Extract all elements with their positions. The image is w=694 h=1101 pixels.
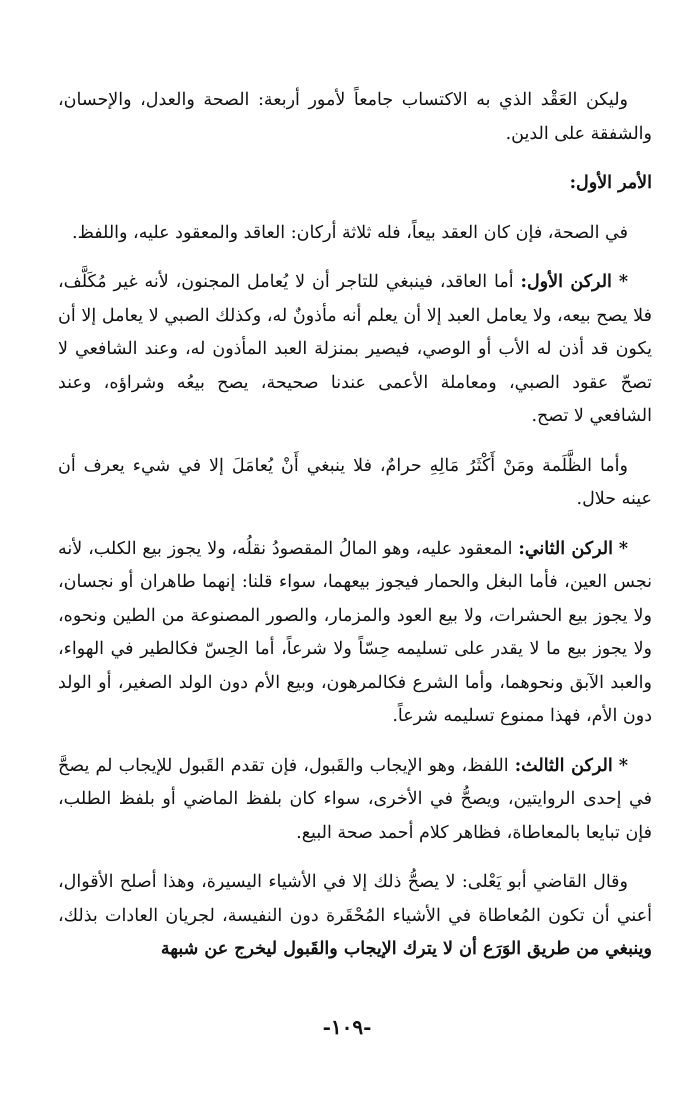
second-pillar-lead: الركن الثاني: bbox=[518, 538, 613, 559]
qadi-paragraph-bold: وينبغي من طريق الوَرَع أن لا يترك الإيجاب والقَبول ليخرج عن شبهة bbox=[160, 939, 652, 959]
first-pillar-paragraph bbox=[58, 266, 652, 434]
second-pillar-body: المعقود عليه، وهو المالُ المقصودُ نقلُه، ولا يجوز بيع الكلب، لأنه نجس العين، فأما البغل والحمار فيجوز بيعهما، سواء قلنا: إنهما طاهران أو نجسان، ولا يجوز بيع الحشرات، ولا بيع العود والمزمار، والصور المصنوعة من الطين ونحوه، ولا يجوز بيع ما لا يقدر على تسليمه حِسّاً ولا شرعاً، أما الحِسّ فكالطير في الهواء، والعبد الآبق ونحوهما، وأما الشرع فكالمرهون، وبيع الأم دون الولد الصغير، أو الولد دون الأم، فهذا ممنوع تسليمه شرعاً. bbox=[58, 538, 652, 726]
first-pillar-star: * bbox=[618, 272, 628, 292]
page-body bbox=[58, 84, 652, 983]
second-pillar-star: * bbox=[618, 538, 628, 559]
qadi-abu-yala-paragraph bbox=[58, 866, 652, 967]
intro-paragraph: وليكن العَقْد الذي به الاكتساب جامعاً لأمور أربعة: الصحة والعدل، والإحسان، والشفقة على الدين. bbox=[58, 90, 652, 144]
page-number: -١٠٩- bbox=[322, 1015, 372, 1039]
first-pillar-lead: الركن الأول: bbox=[520, 272, 612, 292]
third-pillar-lead: الركن الثالث: bbox=[514, 755, 613, 776]
section-heading: الأمر الأول: bbox=[569, 173, 652, 193]
sale-pillars-paragraph: في الصحة، فإن كان العقد بيعاً، فله ثلاثة أركان: العاقد والمعقود عليه، واللفظ. bbox=[72, 222, 628, 243]
second-pillar-paragraph bbox=[58, 533, 652, 734]
first-pillar-body: أما العاقد، فينبغي للتاجر أن لا يُعامل المجنون، لأنه غير مُكَلَّف، فلا يصح بيعه، ولا يعامل العبد إلا أن يعلم أنه مأذونٌ له، وكذلك الصبي لا يعامل إلا أن يكون قد أذن له الأب أو الوصي، فيصير بمنزلة العبد المأذون له، وعند الشافعي لا تصحّ عقود الصبي، ومعاملة الأعمى عندنا صحيحة، يصح بيعُه وشراؤه، وعند الشافعي لا تصح. bbox=[58, 272, 652, 426]
third-pillar-star: * bbox=[618, 755, 628, 776]
third-pillar-body: اللفظ، وهو الإيجاب والقَبول، فإن تقدم القَبول للإيجاب لم يصحَّ في إحدى الروايتين، ويصحُّ في الأخرى، سواء كان بلفظ الماضي أو بلفظ الطلب، فإن تبايعا بالمعاطاة، فظاهر كلام أحمد صحة البيع. bbox=[58, 755, 652, 843]
oppressors-paragraph: وأما الظَّلَمة ومَنْ أَكْثَرُ مَالِهِ حرامٌ، فلا ينبغي أَنْ يُعامَلَ إلا في شيء يعرف أن عينه حلال. bbox=[58, 455, 652, 509]
qadi-paragraph-normal: وقال القاضي أبو يَعْلى: لا يصحُّ ذلك إلا في الأشياء اليسيرة، وهذا أصلح الأقوال، أعني أن تكون المُعاطاة في الأشياء المُحْقَرة دون النفيسة، لجريان العادات بذلك، bbox=[58, 872, 652, 926]
third-pillar-paragraph bbox=[58, 750, 652, 851]
